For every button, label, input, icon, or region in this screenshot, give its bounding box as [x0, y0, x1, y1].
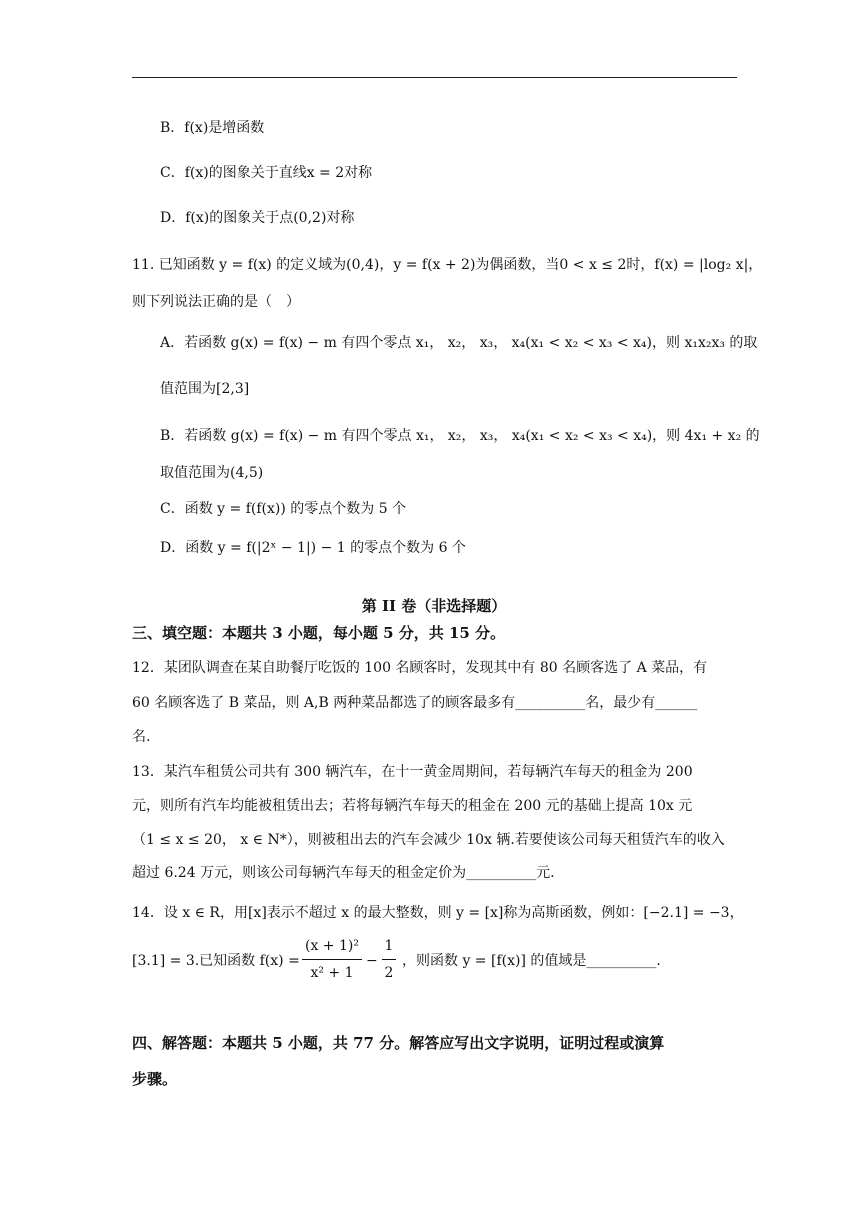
q12-line3: 名.	[132, 729, 151, 745]
q11-option-a-line2: 值范围为[2,3]	[160, 381, 250, 397]
q11-option-a-line1: A．若函数 g(x) = f(x) − m 有四个零点 x₁， x₂， x₃， x₄(x₁ < x₂ < x₃ < x₄)，则 x₁x₂x₃ 的取	[160, 335, 758, 351]
q11-option-b-line2: 取值范围为(4,5)	[160, 465, 264, 481]
q14-fraction-denominator: x² + 1	[310, 965, 354, 981]
q14-minus-sign: −	[366, 953, 378, 969]
q14-half-denominator: 2	[384, 965, 394, 981]
q14-half-numerator: 1	[384, 938, 394, 954]
q10-option-d: D．f(x)的图象关于点(0,2)对称	[160, 210, 355, 226]
q14-line1: 14．设 x ∈ R，用[x]表示不超过 x 的最大整数，则 y = [x]称为高斯函数，例如：[−2.1] = −3，	[132, 905, 744, 921]
q12-line1: 12．某团队调查在某自助餐厅吃饭的 100 名顾客时，发现其中有 80 名顾客选了 A 菜品，有	[132, 660, 708, 676]
q14-line2-suffix: ，则函数 y = [f(x)] 的值域是__________.	[402, 953, 661, 969]
q12-line2: 60 名顾客选了 B 菜品，则 A,B 两种菜品都选了的顾客最多有__________名，最少有______	[132, 695, 698, 711]
q14-half-bar	[382, 959, 396, 960]
q13-line1: 13．某汽车租赁公司共有 300 辆汽车，在十一黄金周期间，若每辆汽车每天的租金为 200	[132, 764, 693, 780]
q14-fraction-bar	[302, 959, 362, 960]
q14-fraction-numerator: (x + 1)²	[305, 938, 359, 954]
q11-option-c: C．函数 y = f(f(x)) 的零点个数为 5 个	[160, 501, 407, 517]
section-four-heading-line1: 四、解答题：本题共 5 小题，共 77 分。解答应写出文字说明，证明过程或演算	[132, 1034, 665, 1052]
q11-option-d: D．函数 y = f(|2ˣ − 1|) − 1 的零点个数为 6 个	[160, 540, 466, 556]
q13-line4: 超过 6.24 万元，则该公司每辆汽车每天的租金定价为__________元.	[132, 865, 555, 881]
q13-line3: （1 ≤ x ≤ 20， x ∈ N*），则被租出去的汽车会减少 10x 辆.若要使该公司每天租赁汽车的收入	[132, 832, 725, 848]
q11-stem-line1: 11. 已知函数 y = f(x) 的定义域为(0,4)，y = f(x + 2)为偶函数，当0 < x ≤ 2时，f(x) = |log₂ x|，	[132, 257, 763, 273]
q10-option-c: C．f(x)的图象关于直线x = 2对称	[160, 165, 373, 181]
section-four-heading-line2: 步骤。	[132, 1070, 178, 1088]
q13-line2: 元，则所有汽车均能被租赁出去；若将每辆汽车每天的租金在 200 元的基础上提高 10x 元	[132, 798, 693, 814]
q11-stem-line2: 则下列说法正确的是（ ）	[132, 294, 300, 310]
section-three-heading: 三、填空题：本题共 3 小题，每小题 5 分，共 15 分。	[132, 624, 506, 642]
header-rule	[132, 77, 737, 78]
q14-line2-prefix: [3.1] = 3.已知函数 f(x) =	[132, 953, 300, 969]
q10-option-b: B．f(x)是增函数	[160, 120, 265, 136]
part-two-title: 第 II 卷（非选择题）	[361, 597, 507, 615]
q11-option-b-line1: B．若函数 g(x) = f(x) − m 有四个零点 x₁， x₂， x₃， x₄(x₁ < x₂ < x₃ < x₄)，则 4x₁ + x₂ 的	[160, 428, 760, 444]
